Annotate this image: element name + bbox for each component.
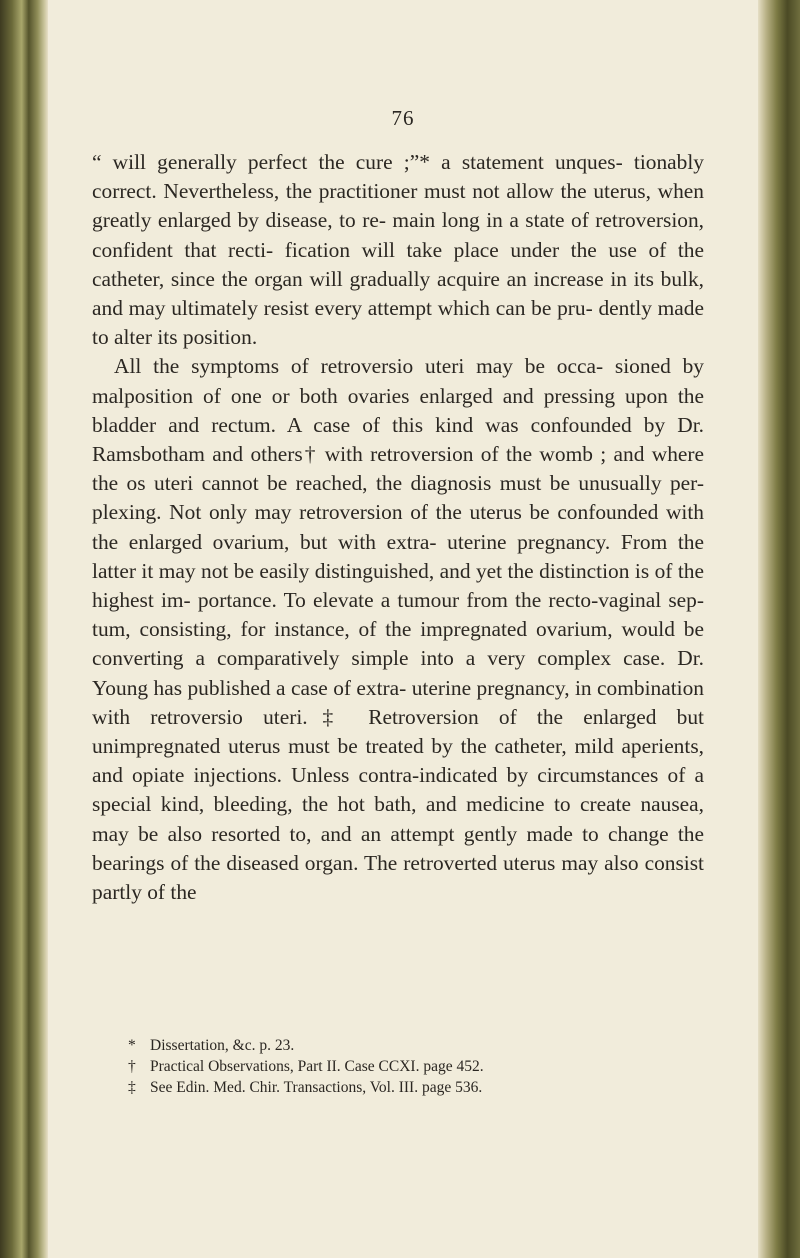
paragraph-1: “ will generally perfect the cure ;”* a statement unques- tionably correct. Nevertheless, the practitioner must not allow the uterus, when greatly enlarged by disease, to re- main long in a state of retroversion, confident that recti- fication will take place under the use of the catheter, since the organ will gradually acquire an increase in its bulk, and may ultimately resist every attempt which can be pru- dently made to alter its position. [92,150,704,350]
paragraph-2: All the symptoms of retroversio uteri may be occa- sioned by malposition of one or both ovaries enlarged and pressing upon the bladder and rectum. A case of this kind was confounded by Dr. Ramsbotham and others† with retroversion of the womb ; and where the os uteri cannot be reached, the diagnosis must be unusually per- plexing. Not only may retroversion of the uterus be confounded with the enlarged ovarium, but with extra- uterine pregnancy. From the latter it may not be easily distinguished, and yet the distinction is of the highest im- portance. To elevate a tumour from the recto-vaginal sep- tum, consisting, for instance, of the impregnated ovarium, would be converting a comparatively simple into a very complex case. Dr. Young has published a case of extra- uterine pregnancy, in combination with retroversio uteri.‡ Retroversion of the enlarged but unimpregnated uterus must be treated by the catheter, mild aperients, and opiate injections. Unless contra-indicated by circumstances of a special kind, bleeding, the hot bath, and medicine to create nausea, may be also resorted to, and an attempt gently made to change the bearings of the diseased organ. The retroverted uterus may also consist partly of the [92,354,704,905]
book-binding-left [0,0,48,1258]
footnote-mark: ‡ [128,1079,136,1096]
footnote [128,1077,708,1098]
page-number: 76 [391,106,415,130]
footnote-text: Practical Observations, Part II. Case CCXI. page 452. [150,1058,484,1075]
footnote-mark: * [128,1037,136,1054]
footnote-text: Dissertation, &c. p. 23. [150,1037,295,1054]
body-text [92,148,704,907]
footnote [128,1035,708,1056]
book-page [48,0,758,1258]
footnotes [128,1035,708,1098]
footnote-mark: † [128,1058,136,1075]
footnote [128,1056,708,1077]
book-binding-right [758,0,800,1258]
footnote-text: See Edin. Med. Chir. Transactions, Vol. III. page 536. [150,1079,483,1096]
